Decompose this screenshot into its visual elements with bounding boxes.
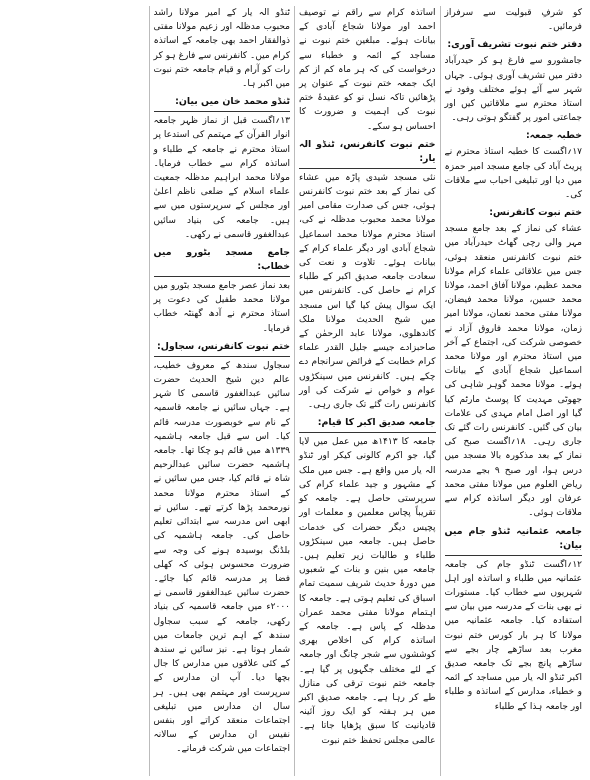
section-heading: جامعہ صدیق اکبر کا قیام: [299, 416, 436, 433]
article-paragraph: ۱۷؍اگست کا خطبہ استاذ محترم نے پریٹ آباد کی جامع مسجد امیر حمزہ میں دیا اور تبلیغی احباب سے ملاقات کی۔ [444, 147, 582, 201]
article-paragraph: اساتذہ کرام سے راقم نے توصیف احمد اور مولانا شجاع آبادی کے بیانات ہوئے۔ مبلغین ختم نبوت نے مساجد کے ائمہ و خطباء سے درخواست کی کہ ہر ماہ کم از کم ایک جمعہ ختم نبوت کے عنوان پر پڑھائیں تاکہ نسل نو کو عقیدۂ ختم نبوت کی اہمیت و ضرورت کا احساس ہو سکے۔ [299, 8, 436, 132]
section-heading: ختم نبوت کانفرنس: [489, 207, 582, 219]
column-4 [4, 6, 150, 776]
article-paragraph: نئی مسجد شیدی پاڑہ میں عشاء کی نماز کے بعد ختم نبوت کانفرنس ہوئی، جس کی صدارت مقامی امیر مولانا محمد محبوب مدظلہ نے کی، استاذ محترم مولانا محمد اسماعیل شجاع آبادی اور دیگر علماء کرام کے بیانات ہوئے۔ تلاوت و نعت کی سعادت جامعہ صدیق اکبر کے طلباء کرام نے حاصل کی۔ کانفرنس میں ایک سوال پیش کیا گیا اس مسجد میں شیخ الحدیث مولانا ملک کاندھلوی، مولانا عابد الرحمٰن کے صاحبزادے جیسے جلیل القدر علماء کرام خطابت کے فرائض سرانجام دے چکے ہیں۔ کانفرنس میں سینکڑوں عوام و خواص نے شرکت کی اور کانفرنس رات گئے تک جاری رہی۔ [299, 172, 436, 411]
section-heading: خطبہ جمعہ: [525, 130, 582, 142]
section-heading: ختم نبوت کانفرنس، ٹنڈو الہ یار: [299, 138, 436, 169]
section-heading: ختم نبوت کانفرنس، سجاول: [154, 340, 291, 357]
column-3 [150, 6, 296, 776]
article-paragraph: ۱۲؍اگست ٹنڈو جام کی جامعہ عثمانیہ میں طلباء و اساتذہ اور اہل شہریوں سے خطاب کیا۔ مستورات نے بھی بنات کے مدرسہ میں بیان سے استفادہ کیا۔ جامعہ عثمانیہ میں مولانا کا ہر بار کورس ختم نبوت مغرب بعد ساڑھے چار بجے سے ساڑھے پانچ بجے تک جامعہ صدیق اکبر ٹنڈو الہ یار میں مساجد کے ائمہ و خطباء، مدارس کے اساتذہ و طلباء اور جامعہ ہذا کے طلباء [444, 559, 582, 712]
article-paragraph: سجاول سندھ کے معروف خطیب، عالم دین شیخ الحدیث حضرت سائیں عبدالغفور قاسمی کا شہر ہے۔ جہاں سائیں نے جامعہ قاسمیہ کے نام سے خوبصورت مدرسہ قائم کیا۔ اس سے قبل جامعہ ہاشمیہ ۱۳۳۹ھ میں قائم ہو چکا تھا۔ جامعہ ہاشمیہ حضرت سائیں عبدالرحیم شاہ نے قائم کیا، جس میں سائیں نے کے استاذ محترم مولانا محمد نورمحمد پڑھا کرتے تھے۔ سائیں نے ابھی اس مدرسہ سے ابتدائی تعلیم حاصل کی۔ جامعہ ہاشمیہ کی بلڈنگ بوسیدہ ہونے کی وجہ سے ضرورت محسوس ہوئی کہ کھلی فضا پر مدرسہ قائم کیا جائے۔ حضرت سائیں عبدالغفور قاسمی نے ۲۰۰۰ء میں جامعہ قاسمیہ کی بنیاد رکھی، جامعہ کے سبب سجاول سندھ کے اہم ترین جامعات میں شمار ہوتا ہے۔ نیز سائیں نے سندھ کے کئی علاقوں میں مدارس کا جال بچھا دیا۔ آپ ان مدارس کے سرپرست اور مہتمم بھی ہیں۔ ہر سال ان مدارس میں تبلیغی اجتماعات منعقد کراتے اور بنفس نفیس ان مدارس کے سالانہ اجتماعات میں شرکت فرماتے۔ [153, 360, 290, 755]
section-heading: دفتر ختم نبوت تشریف آوری: [447, 39, 582, 51]
article-paragraph: بعد نماز عصر جامع مسجد بٹورو میں مولانا محمد طفیل کی دعوت پر استاذ محترم نے آدھ گھنٹہ خطاب فرمایا۔ [153, 281, 290, 334]
article-paragraph: جامشورو سے فارغ ہو کر حیدرآباد دفتر میں تشریف آوری ہوئی۔ جہاں شہر سے آئے ہوئے مختلف وفود نے استاذ محترم سے ملاقاتیں کیں اور جماعتی امور پر گفتگو ہوتی رہی۔ [444, 56, 582, 124]
section-heading: جامع مسجد بٹورو میں خطاب: [154, 246, 291, 277]
article-paragraph: جامعہ کا ۱۴۱۳ھ میں عمل میں لایا گیا، جو اکرم کالونی کیکر اور ٹنڈو الہ یار میں واقع ہے۔ جس میں ملک کے مشہور و جید علماء کرام کی سرپرستی حاصل ہے۔ جامعہ کو تقریباً پچاس معلمین و معلمات اور پچیس دیگر حضرات کی خدمات حاصل ہیں۔ جامعہ میں سینکڑوں طلباء و طالبات زیر تعلیم ہیں۔ جامعہ میں بنین و بنات کے شعبوں میں دورۂ حدیث شریف سمیت تمام اسباق کی تعلیم ہوتی ہے۔ جامعہ کا اہتمام مولانا مفتی محمد عمران مدظلہ کے پاس ہے۔ جامعہ کے اساتذہ کرام کی اخلاص بھری کوششوں سے شجر چانگ اور جامعہ کے لئے مختلف جگہوں پر گیا ہے۔ جامعہ ختم نبوت ترقی کی منازل طے کر رہا ہے۔ جامعہ صدیق اکبر میں ہر ہفتہ کو ایک روز آئینہ قادیانیت کا سبق پڑھایا جاتا ہے۔ عالمی مجلس تحفظ ختم نبوت [299, 437, 436, 746]
article-paragraph: ٹنڈو الہ یار کے امیر مولانا راشد محبوب مدظلہ اور زعیم مولانا مفتی ذوالفقار احمد بھی جامعہ کے اساتذہ کرام میں۔ کانفرنس سے فارغ ہو کر رات کو آرام و قیام جامعہ ختم نبوت میں اکبر ہا۔ [153, 8, 290, 90]
column-1 [441, 6, 587, 776]
article-paragraph: عشاء کی نماز کے بعد جامع مسجد مہر والی رچی گھاٹ حیدرآباد میں ختم نبوت کانفرنس منعقد ہوئی، جس میں علاقائی علماء کرام مولانا محمد عظیم، مولانا آفاق احمد، مولانا محمد حسین، مولانا محمد فیضان، مولانا مفتی محمد نعمان، مولانا امیر زمان، مولانا محمد فاروق آزاد نے خصوصی شرکت کی، اجتماع کے آخر میں استاذ محترم اور مولانا محمد اسماعیل شجاع آبادی کے بیانات ہوئے۔ مولانا محمد گوہر شاہی کی جھوٹی مہدیت کا پوسٹ مارٹم کیا گیا اور اصل امام مہدی کی علامات بیان کی گئیں۔ کانفرنس رات گئے تک جاری رہی۔ ۱۸؍اگست صبح کی نماز کے بعد مذکورہ بالا مسجد میں درس ہوا، اور صبح ۹ بجے مدرسہ ریاض العلوم میں مولانا مفتی محمد عرفان اور دیگر اساتذہ کرام سے ملاقات ہوئی۔ [444, 224, 582, 519]
article-paragraph: کو شرفِ قبولیت سے سرفراز فرمائیں۔ [444, 8, 582, 33]
article-paragraph: ۱۳؍اگست قبل از نماز ظہر جامعہ انوار القرآن کے مہتمم کی استدعا پر استاذ محترم نے جامعہ کے طلباء و اساتذہ کرام سے خطاب فرمایا۔ مولانا محمد ابراہیم مدظلہ جمعیت علماء اسلام کے ضلعی ناظم اعلیٰ اور مجلس کے سرپرستوں میں سے ہیں۔ جامعہ کی بنیاد سائیں عبدالغفور قاسمی نے رکھی۔ [153, 116, 290, 240]
section-heading: جامعہ عثمانیہ ٹنڈو جام میں بیان: [445, 525, 583, 556]
column-2 [295, 6, 441, 776]
section-heading: ٹنڈو محمد خان میں بیان: [154, 95, 291, 112]
